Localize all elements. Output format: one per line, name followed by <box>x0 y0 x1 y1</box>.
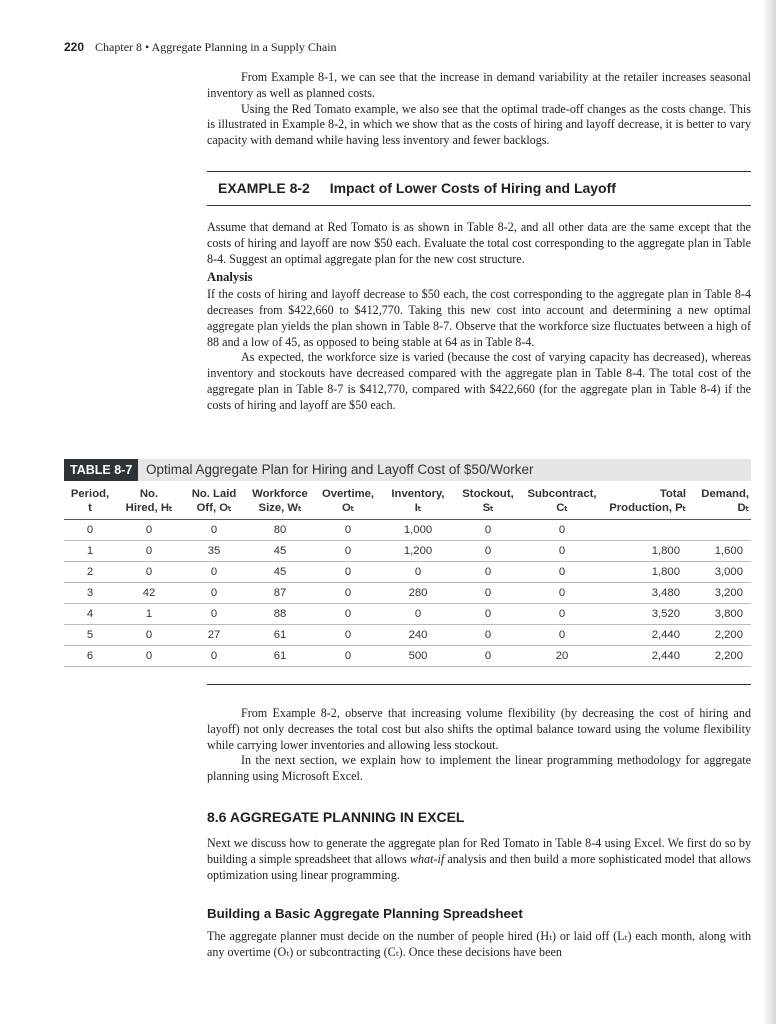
header-line-1: No. Laid <box>191 488 237 500</box>
chapter-title: Chapter 8 • Aggregate Planning in a Supply Chain <box>95 40 337 54</box>
table-cell: 1,800 <box>602 541 688 562</box>
table-caption-bar <box>64 459 751 481</box>
running-head <box>64 40 337 55</box>
after-paragraph-2: In the next section, we explain how to implement the linear programming methodology for aggregate planning using Microsoft Excel. <box>207 753 751 784</box>
analysis-label: Analysis <box>207 270 253 285</box>
table-row <box>64 541 751 562</box>
header-line-2: Sₜ <box>482 502 494 514</box>
table-cell: 0 <box>116 625 182 646</box>
table-row <box>64 583 751 604</box>
table-cell: 87 <box>246 583 314 604</box>
table-cell: 0 <box>454 604 522 625</box>
table-cell <box>602 520 688 541</box>
table-cell: 0 <box>522 562 602 583</box>
section-heading: 8.6 AGGREGATE PLANNING IN EXCEL <box>207 809 465 825</box>
header-line-2: Cₜ <box>556 502 568 514</box>
header-line-2: Iₜ <box>414 502 422 514</box>
table-header-cell <box>64 485 116 520</box>
table-cell: 1,000 <box>382 520 454 541</box>
table-cell: 42 <box>116 583 182 604</box>
table-cell: 2,440 <box>602 625 688 646</box>
table-header-cell <box>382 485 454 520</box>
section-paragraph-1 <box>207 836 751 883</box>
table-cell: 0 <box>314 541 382 562</box>
table-cell: 61 <box>246 625 314 646</box>
example-heading-rule <box>207 205 751 206</box>
table-tag: TABLE 8-7 <box>64 459 138 481</box>
example-paragraph-2: If the costs of hiring and layoff decrease to $50 each, the cost corresponding to the aggregate plan in Table 8-4 decreases from $422,660 to $412,770. Taking this new cost into account and determining a new optimal aggregate plan yields the plan shown in Table 8-7. Observe that the workforce size fluctuates between a high of 88 and a low of 45, as opposed to being stable at 64 as in Table 8-4. <box>207 287 751 349</box>
intro-paragraph-2: Using the Red Tomato example, we also see that the optimal trade-off changes as the costs change. This is illustrated in Example 8-2, in which we show that as the costs of hiring and layoff decrease, it is better to vary capacity with demand while having less inventory and fewer backlogs. <box>207 101 751 148</box>
table-cell: 0 <box>454 562 522 583</box>
table-cell: 0 <box>182 604 246 625</box>
table-header-cell <box>522 485 602 520</box>
table-cell: 0 <box>314 562 382 583</box>
intro-paragraph-1: From Example 8-1, we can see that the increase in demand variability at the retailer increases seasonal inventory as well as planned costs. <box>207 70 751 100</box>
header-line-2: Production, Pₜ <box>609 502 686 514</box>
table-caption: Optimal Aggregate Plan for Hiring and Layoff Cost of $50/Worker <box>146 462 534 477</box>
table-header-cell <box>454 485 522 520</box>
table-cell: 0 <box>182 520 246 541</box>
table-cell: 1 <box>64 541 116 562</box>
table-cell: 3,800 <box>688 604 751 625</box>
table-header-cell <box>688 485 751 520</box>
header-line-1: Subcontract, <box>527 488 597 500</box>
table-cell: 0 <box>522 583 602 604</box>
header-line-1: Total <box>659 488 686 500</box>
table-cell: 6 <box>64 646 116 667</box>
table-cell: 35 <box>182 541 246 562</box>
table-cell: 0 <box>522 541 602 562</box>
table-cell: 0 <box>454 541 522 562</box>
table-cell: 3,200 <box>688 583 751 604</box>
example-body <box>207 220 751 414</box>
table-row <box>64 625 751 646</box>
table-cell: 3,000 <box>688 562 751 583</box>
table-cell: 4 <box>64 604 116 625</box>
page-number: 220 <box>64 40 85 54</box>
table-header-cell <box>246 485 314 520</box>
header-line-1: Overtime, <box>321 488 375 500</box>
header-line-1: Demand, <box>701 488 749 500</box>
table-cell: 0 <box>454 625 522 646</box>
table-cell: 0 <box>116 646 182 667</box>
aggregate-plan-table <box>64 485 751 667</box>
table-row <box>64 520 751 541</box>
header-line-1: No. <box>139 488 159 500</box>
example-title: Impact of Lower Costs of Hiring and Layoff <box>329 180 616 196</box>
table-header-cell <box>314 485 382 520</box>
after-paragraph-1: From Example 8-2, observe that increasing volume flexibility (by decreasing the cost of hiring and layoff) not only decreases the total cost but also shifts the optimal balance toward using the volume flexibility while carrying lower inventories and allowing less stockout. <box>207 706 751 752</box>
table-row <box>64 604 751 625</box>
table-cell: 0 <box>454 646 522 667</box>
header-line-2: Off, Oₜ <box>196 502 232 514</box>
header-line-1: Inventory, <box>391 488 445 500</box>
table-header-cell <box>602 485 688 520</box>
table-cell: 5 <box>64 625 116 646</box>
table-header-row <box>64 485 751 520</box>
table-cell: 61 <box>246 646 314 667</box>
section-text <box>207 836 751 883</box>
header-line-1: Period, <box>70 488 110 500</box>
table-cell: 280 <box>382 583 454 604</box>
header-line-2: Size, Wₜ <box>258 502 302 514</box>
subsection-paragraph-1: The aggregate planner must decide on the number of people hired (Hₜ) or laid off (Lₜ) each month, along with any overtime (Oₜ) or subcontracting (Cₜ). Once these decisions have been <box>207 929 751 959</box>
table-cell: 0 <box>522 520 602 541</box>
table-cell: 1,600 <box>688 541 751 562</box>
table-row <box>64 646 751 667</box>
header-line-1: Workforce <box>252 488 308 500</box>
table-row <box>64 562 751 583</box>
table-cell: 0 <box>314 520 382 541</box>
table-cell: 240 <box>382 625 454 646</box>
header-line-2: t <box>88 502 92 514</box>
example-paragraph-1: Assume that demand at Red Tomato is as shown in Table 8-2, and all other data are the same except that the costs of hiring and layoff are now $50 each. Evaluate the total cost corresponding to the aggregate plan in Table 8-4. Suggest an optimal aggregate plan for the new cost structure. <box>207 220 751 266</box>
header-line-1: Stockout, <box>462 488 514 500</box>
table-cell: 500 <box>382 646 454 667</box>
table-cell: 2,440 <box>602 646 688 667</box>
table-cell: 0 <box>454 520 522 541</box>
table-header-cell <box>116 485 182 520</box>
table-cell: 45 <box>246 562 314 583</box>
header-line-2: Hired, Hₜ <box>125 502 173 514</box>
section-paragraph-1-b: analysis and then build a more sophisticated model that allows optimization using linear programming. <box>207 851 751 882</box>
table-cell: 27 <box>182 625 246 646</box>
table-cell: 0 <box>182 646 246 667</box>
intro-text <box>207 70 751 149</box>
page-edge-shadow <box>762 0 776 1024</box>
table-cell: 80 <box>246 520 314 541</box>
header-line-2: Dₜ <box>737 502 749 514</box>
table-cell: 0 <box>116 562 182 583</box>
example-label: EXAMPLE 8-2 <box>218 180 310 196</box>
table-cell: 2,200 <box>688 625 751 646</box>
table-cell: 0 <box>116 541 182 562</box>
table-cell <box>688 520 751 541</box>
table-cell: 2,200 <box>688 646 751 667</box>
header-line-2: Oₜ <box>341 502 355 514</box>
table-cell: 45 <box>246 541 314 562</box>
table-cell: 0 <box>522 625 602 646</box>
example-end-rule <box>207 684 751 685</box>
table-cell: 3,480 <box>602 583 688 604</box>
after-table-text <box>207 706 751 785</box>
example-paragraph-3: As expected, the workforce size is varied (because the cost of varying capacity has decreased), whereas inventory and stockouts have decreased compared with the aggregate plan in Table 8-4. The total cost of the aggregate plan in Table 8-7 is $412,770, compared with $422,660 (for the aggregate plan in Table 8-4) if the costs of hiring and layoff are $50 each. <box>207 350 751 412</box>
section-paragraph-1-em: what-if <box>409 851 445 866</box>
section-paragraph-1-a: Next we discuss how to generate the aggregate plan for Red Tomato in Table 8-4 using Excel. We first do so by building a simple spreadsheet that allows <box>207 836 751 866</box>
table-cell: 0 <box>382 562 454 583</box>
table-cell: 0 <box>454 583 522 604</box>
table-cell: 0 <box>314 625 382 646</box>
table-cell: 0 <box>116 520 182 541</box>
table-body <box>64 520 751 667</box>
example-heading <box>218 180 616 196</box>
subsection-text <box>207 929 751 961</box>
table-cell: 2 <box>64 562 116 583</box>
table-cell: 0 <box>382 604 454 625</box>
table-cell: 1,200 <box>382 541 454 562</box>
table-cell: 0 <box>182 562 246 583</box>
table-cell: 1 <box>116 604 182 625</box>
table-cell: 3 <box>64 583 116 604</box>
table-cell: 0 <box>522 604 602 625</box>
example-top-rule <box>207 171 751 172</box>
table-cell: 0 <box>314 604 382 625</box>
table-cell: 0 <box>314 646 382 667</box>
table-cell: 3,520 <box>602 604 688 625</box>
table-header-cell <box>182 485 246 520</box>
subsection-heading: Building a Basic Aggregate Planning Spreadsheet <box>207 906 523 921</box>
table-cell: 0 <box>64 520 116 541</box>
table-cell: 20 <box>522 646 602 667</box>
table-cell: 1,800 <box>602 562 688 583</box>
table-cell: 0 <box>314 583 382 604</box>
table-cell: 0 <box>182 583 246 604</box>
table-cell: 88 <box>246 604 314 625</box>
